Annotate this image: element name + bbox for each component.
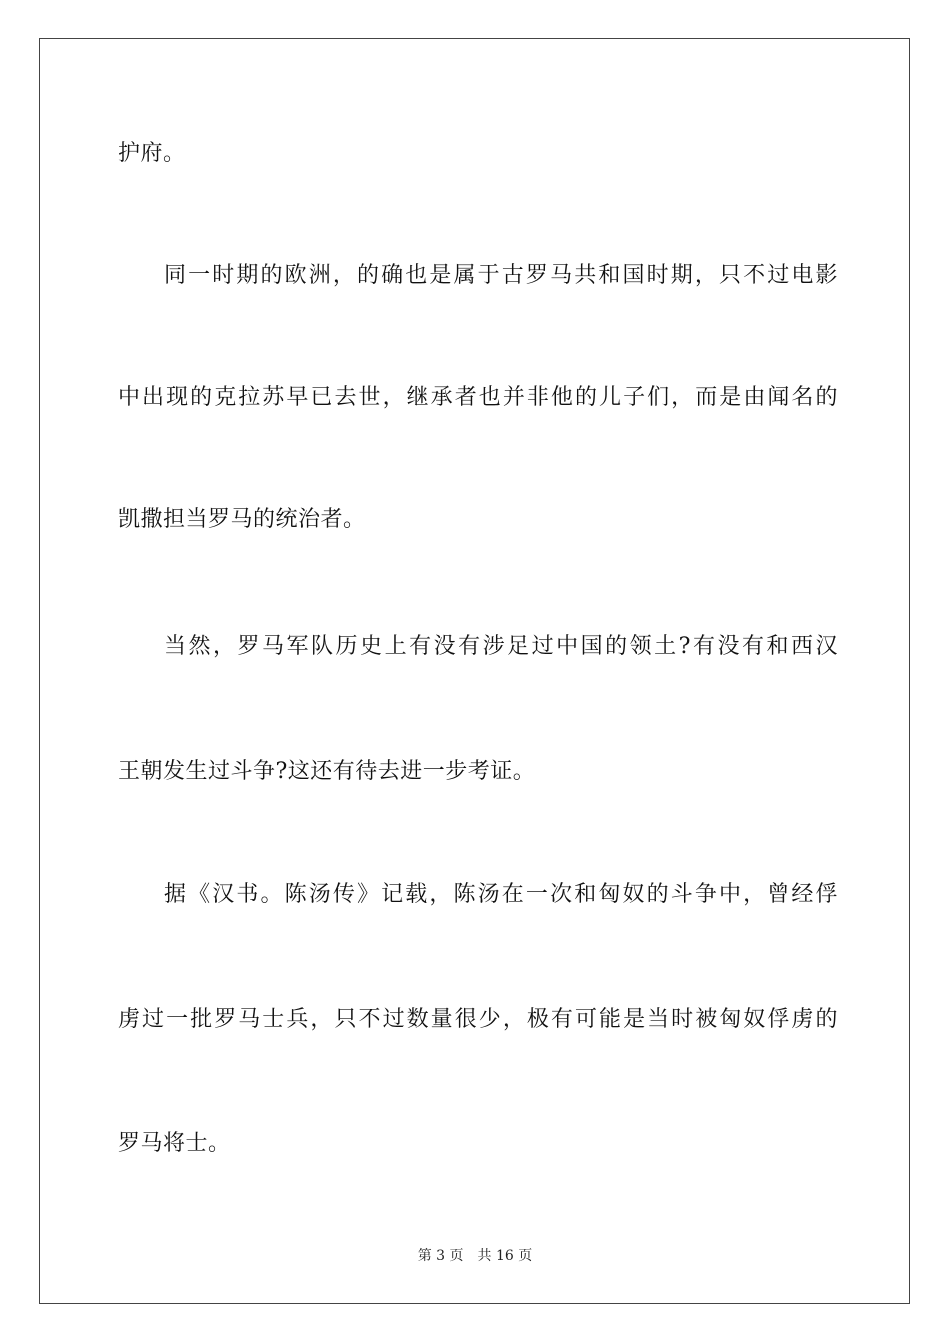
page-total: 共 16 页 <box>477 1248 533 1264</box>
paragraph-line: 中出现的克拉苏早已去世，继承者也并非他的儿子们，而是由闻名的 <box>118 385 838 410</box>
page-number: 第 3 页 <box>417 1248 464 1264</box>
paragraph-line: 同一时期的欧洲，的确也是属于古罗马共和国时期，只不过电影 <box>164 263 838 288</box>
paragraph-line: 凯撒担当罗马的统治者。 <box>118 507 366 532</box>
paragraph-line: 护府。 <box>118 141 186 166</box>
page-footer <box>0 1246 950 1266</box>
paragraph-line: 王朝发生过斗争?这还有待去进一步考证。 <box>118 759 536 784</box>
paragraph-line: 罗马将士。 <box>118 1131 231 1156</box>
paragraph-line: 据《汉书。陈汤传》记载，陈汤在一次和匈奴的斗争中，曾经俘 <box>164 882 838 907</box>
page-border <box>39 38 910 1304</box>
paragraph-line: 当然，罗马军队历史上有没有涉足过中国的领土?有没有和西汉 <box>164 634 838 659</box>
paragraph-line: 虏过一批罗马士兵，只不过数量很少，极有可能是当时被匈奴俘虏的 <box>118 1007 838 1032</box>
